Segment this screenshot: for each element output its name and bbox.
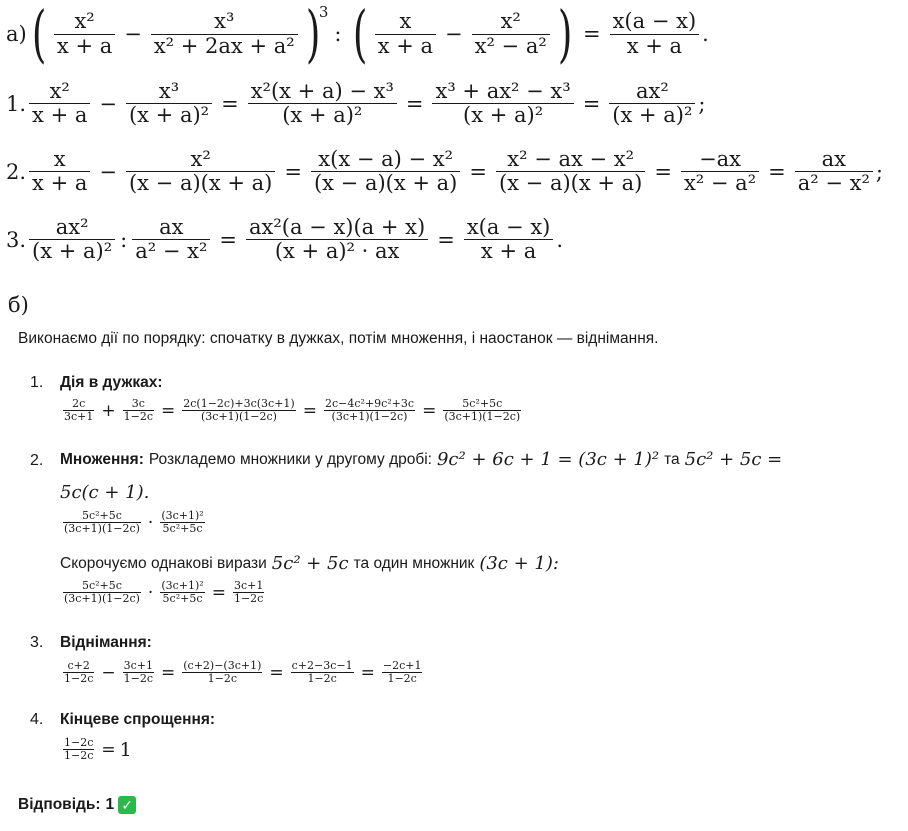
part-a-step-2: 2. $\frac{x}{x + a}$ − $\frac{\text{x²}}{(x - a)(x + a)}$ = $\frac{\text{x(x − a) − x²}}{(x - a)(x + a)}$ = $\frac{\text{x² − ax − x²}}{(x - a)(x + a)}$ = $\frac{-ax}{\text{x² − a²}}$ = $\frac{ax}{\text{a² − x²}}$ ; xyxy=(6,147,883,196)
fraction: $\frac{1-2c}{1-2c}$ xyxy=(64,736,94,763)
item-2-title: Множення: xyxy=(60,450,144,468)
part-b-label: б) xyxy=(8,293,29,317)
part-a-step-3: 3. $\frac{\text{ax²}}{\text{(x + a)²}}$ : $\frac{ax}{\text{a² − x²}}$ = $\frac{\text{ax²(a − x)(a + x)}}{\text{(x + a)² · ax}}$ = $\frac{x(a - x)}{x + a}$ . xyxy=(6,215,564,264)
item-2-text: Розкладемо множники у другому дробі: xyxy=(148,450,432,468)
item-2-product: $\frac{\text{5c²+5c}}{(3c+1)(1-2c)}$ · $\frac{\text{(3c+1)²}}{\text{5c²+5c}}$ xyxy=(64,509,204,536)
fraction: $\frac{x(a - x)}{x + a}$ xyxy=(464,216,554,263)
fraction: $\frac{c+2-3c-1}{1-2c}$ xyxy=(291,659,353,686)
list-number: 3. xyxy=(30,634,44,651)
check-mark-icon: ✓ xyxy=(118,796,136,814)
fraction: $\frac{-2c+1}{1-2c}$ xyxy=(382,659,422,686)
fraction: $\frac{\text{x² − ax − x²}}{(x - a)(x + a)}$ xyxy=(496,148,645,195)
item-2-cancel: $\frac{\text{5c²+5c}}{(3c+1)(1-2c)}$ · $\frac{\text{(3c+1)²}}{\text{5c²+5c}}$ = $\frac{3c+1}{1-2c}$ xyxy=(64,579,264,606)
item-3-equation: $\frac{c+2}{1-2c}$ − $\frac{3c+1}{1-2c}$ = $\frac{(c+2)-(3c+1)}{1-2c}$ = $\frac{c+2-3c-1}{1-2c}$ = $\frac{-2c+1}{1-2c}$ xyxy=(64,659,422,686)
fraction: $\frac{\text{x³ + ax² − x³}}{\text{(x + a)²}}$ xyxy=(432,80,573,127)
item-3-title: Віднімання: xyxy=(60,634,152,651)
fraction: $\frac{2c}{3c+1}$ xyxy=(64,397,94,424)
part-b-intro: Виконаємо дії по порядку: спочатку в дужках, потім множення, і наостанок — віднімання. xyxy=(18,330,659,347)
item-2-line-2: Скорочуємо однакові вирази 5c² + 5c та один множник (3c + 1): xyxy=(60,553,559,574)
fraction: $\frac{\text{(3c+1)²}}{\text{5c²+5c}}$ xyxy=(161,509,204,536)
fraction: $\frac{3c+1}{1-2c}$ xyxy=(233,579,264,606)
close-paren: ) xyxy=(305,0,321,70)
fraction: $\frac{3c+1}{1-2c}$ xyxy=(123,659,153,686)
fraction: $\frac{\text{2c−4c²+9c²+3c}}{(3c+1)(1-2c)}$ xyxy=(324,397,415,424)
fraction: $\frac{\text{ax²}}{\text{(x + a)²}}$ xyxy=(29,216,115,263)
fraction: $\frac{\text{x²}}{(x - a)(x + a)}$ xyxy=(126,148,275,195)
fraction: $\frac{x}{x + a}$ xyxy=(29,148,90,195)
fraction: $\frac{\text{x²(x + a) − x³}}{\text{(x + a)²}}$ xyxy=(248,80,397,127)
fraction: $\frac{ax}{\text{a² − x²}}$ xyxy=(795,148,873,195)
answer xyxy=(18,796,136,814)
item-2-expr: 9c² + 6c + 1 = (3c + 1)² xyxy=(436,449,660,470)
step-label: 1. xyxy=(6,91,27,116)
item-2-expr-cont: 5c(c + 1). xyxy=(60,482,150,503)
list-number: 1. xyxy=(30,374,44,391)
fraction: $\frac{\text{x²}}{x + a}$ xyxy=(29,80,90,127)
fraction: $\frac{\text{(3c+1)²}}{\text{5c²+5c}}$ xyxy=(161,579,204,606)
fraction: $\frac{c+2}{1-2c}$ xyxy=(64,659,94,686)
fraction: $\frac{(c+2)-(3c+1)}{1-2c}$ xyxy=(183,659,262,686)
fraction: $\frac{x}{x + a}$ xyxy=(375,10,436,57)
final-result: 1 xyxy=(119,738,132,761)
part-a-step-1: 1. $\frac{\text{x²}}{x + a}$ − $\frac{\text{x³}}{\text{(x + a)²}}$ = $\frac{\text{x²(x + a) − x³}}{\text{(x + a)²}}$ = $\frac{\text{x³ + ax² − x³}}{\text{(x + a)²}}$ = $\frac{\text{ax²}}{\text{(x + a)²}}$ ; xyxy=(6,79,706,128)
fraction: $\frac{-ax}{\text{x² − a²}}$ xyxy=(681,148,759,195)
list-number: 4. xyxy=(30,711,44,728)
fraction: $\frac{3c}{1-2c}$ xyxy=(123,397,153,424)
fraction: $\frac{\text{x³}}{\text{x² + 2ax + a²}}$ xyxy=(151,10,298,57)
fraction: $\frac{\text{5c²+5c}}{(3c+1)(1-2c)}$ xyxy=(64,579,140,606)
list-number: 2. xyxy=(30,452,44,469)
item-2-line-1: Множення: Розкладемо множники у другому дробі: 9c² + 6c + 1 = (3c + 1)² та 5c² + 5c = xyxy=(60,449,783,470)
item-4-equation: $\frac{1-2c}{1-2c}$ = 1 xyxy=(64,736,132,763)
step-label: 2. xyxy=(6,159,27,184)
open-paren: ( xyxy=(31,0,47,70)
fraction: $\frac{\text{ax²(a − x)(a + x)}}{\text{(x + a)² · ax}}$ xyxy=(246,216,428,263)
answer-label: Відповідь: xyxy=(18,796,101,813)
item-4-title: Кінцеве спрощення: xyxy=(60,711,216,728)
fraction: $\frac{\text{5c²+5c}}{(3c+1)(1-2c)}$ xyxy=(64,509,140,536)
item-1-equation: $\frac{2c}{3c+1}$ + $\frac{3c}{1-2c}$ = $\frac{2c(1-2c)+3c(3c+1)}{(3c+1)(1-2c)}$ = $\frac{\text{2c−4c²+9c²+3c}}{(3c+1)(1-2c)}$ = $\frac{\text{5c²+5c}}{(3c+1)(1-2c)}$ xyxy=(64,397,521,424)
result-fraction: $\frac{x(a - x)}{x + a}$ xyxy=(610,10,700,57)
answer-value: 1 xyxy=(105,796,115,813)
part-a-label: а) xyxy=(6,22,27,46)
fraction: $\frac{\text{x³}}{\text{(x + a)²}}$ xyxy=(126,80,212,127)
fraction: $\frac{\text{x²}}{x + a}$ xyxy=(54,10,115,57)
power: 3 xyxy=(318,3,329,21)
fraction: $\frac{\text{ax²}}{\text{(x + a)²}}$ xyxy=(609,80,695,127)
fraction: $\frac{\text{x(x − a) − x²}}{(x - a)(x + a)}$ xyxy=(311,148,460,195)
step-label: 3. xyxy=(6,227,27,252)
item-1-title: Дія в дужках: xyxy=(60,374,163,391)
fraction: $\frac{ax}{\text{a² − x²}}$ xyxy=(132,216,210,263)
fraction: $\frac{2c(1-2c)+3c(3c+1)}{(3c+1)(1-2c)}$ xyxy=(183,397,295,424)
fraction: $\frac{\text{x²}}{\text{x² − a²}}$ xyxy=(472,10,550,57)
part-a-main-equation: а) ( $\frac{\text{x²}}{x + a}$ − $\frac{\text{x³}}{\text{x² + 2ax + a²}}$ ) 3 : ( $\frac{x}{x + a}$ − $\frac{\text{x²}}{\text{x² − a²}}$ ) = $\frac{x(a - x)}{x + a}$ . xyxy=(6,0,709,70)
fraction: $\frac{\text{5c²+5c}}{(3c+1)(1-2c)}$ xyxy=(444,397,521,424)
